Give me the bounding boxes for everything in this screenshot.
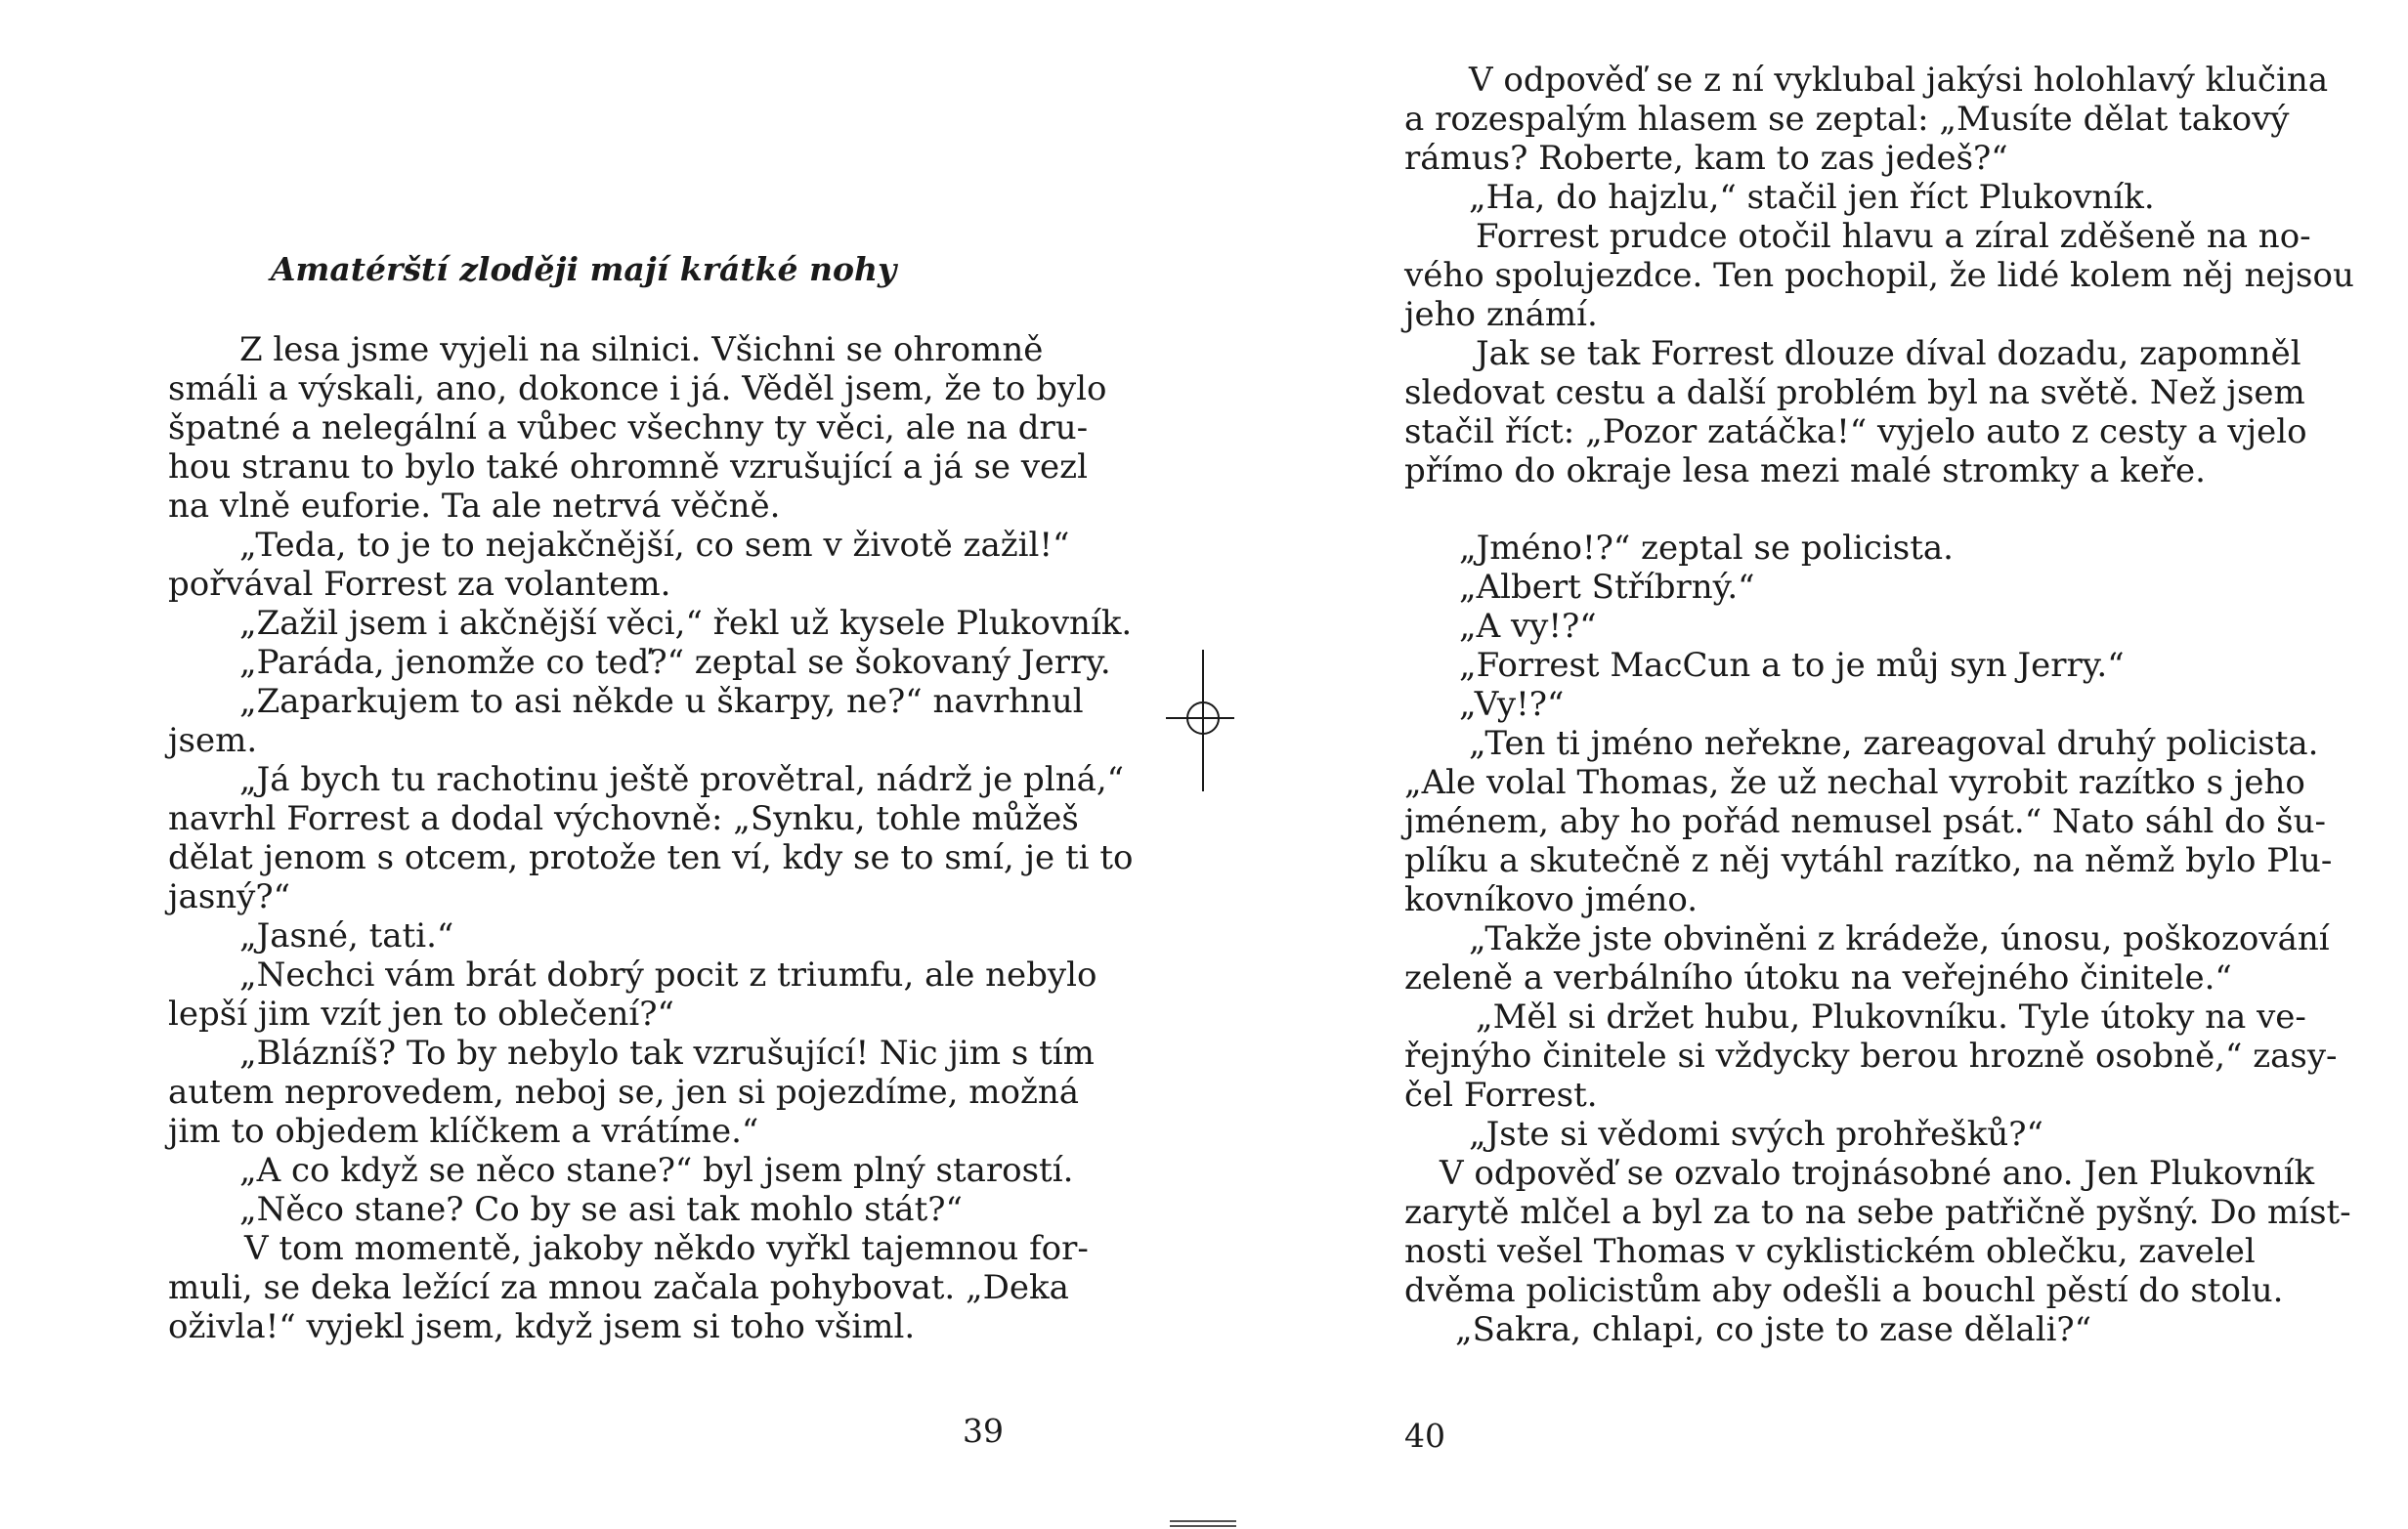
text-line: kovníkovo jméno. <box>1404 880 1698 919</box>
text-line: V odpověď se ozvalo trojnásobné ano. Jen Plukovník <box>1440 1154 2315 1193</box>
text-line: Forrest prudce otočil hlavu a zíral zděšeně na no- <box>1476 217 2311 256</box>
text-line: dělat jenom s otcem, protože ten ví, kdy se to smí, je ti to <box>168 838 1134 877</box>
text-line: „Ale volal Thomas, že už nechal vyrobit razítko s jeho <box>1404 763 2305 802</box>
text-line: jeho známí. <box>1404 295 1598 334</box>
text-line: vého spolujezdce. Ten pochopil, že lidé kolem něj nejsou <box>1404 256 2354 295</box>
text-line: lepší jim vzít jen to oblečení?“ <box>168 995 674 1034</box>
text-line: zarytě mlčel a byl za to na sebe patřičně pyšný. Do míst- <box>1404 1193 2351 1232</box>
page-number: 40 <box>1404 1417 1445 1455</box>
text-line: jménem, aby ho pořád nemusel psát.“ Nato sáhl do šu- <box>1404 802 2327 841</box>
text-line: „Blázníš? To by nebylo tak vzrušující! Nic jim s tím <box>239 1034 1095 1073</box>
text-line: špatné a nelegální a vůbec všechny ty věci, ale na dru- <box>168 408 1089 447</box>
text-line: čel Forrest. <box>1404 1076 1598 1115</box>
page-number: 39 <box>963 1412 1004 1450</box>
chapter-title: Amatérští zloději mají krátké nohy <box>270 250 897 288</box>
text-line: „Jasné, tati.“ <box>239 916 454 956</box>
text-line: „Forrest MacCun a to je můj syn Jerry.“ <box>1459 646 2125 685</box>
text-line: V tom momentě, jakoby někdo vyřkl tajemnou for- <box>244 1229 1089 1268</box>
text-line: dvěma policistům aby odešli a bouchl pěstí do stolu. <box>1404 1271 2284 1310</box>
text-line: „Já bych tu rachotinu ještě provětral, nádrž je plná,“ <box>239 760 1125 799</box>
text-line: pořvával Forrest za volantem. <box>168 565 671 604</box>
text-line: „Teda, to je to nejakčnější, co sem v životě zažil!“ <box>239 526 1070 565</box>
text-line: rámus? Roberte, kam to zas jedeš?“ <box>1404 139 2008 178</box>
text-line: řejnýho činitele si vždycky berou hrozně osobně,“ zasy- <box>1404 1037 2338 1076</box>
fold-mark-icon <box>1170 1520 1236 1529</box>
text-line: Z lesa jsme vyjeli na silnici. Všichni se ohromně <box>239 330 1044 369</box>
text-line: „A vy!?“ <box>1459 607 1597 646</box>
text-line: „Zažil jsem i akčnější věci,“ řekl už kysele Plukovník. <box>239 604 1133 643</box>
text-line: oživla!“ vyjekl jsem, když jsem si toho všiml. <box>168 1307 916 1346</box>
text-line: V odpověď se z ní vyklubal jakýsi holohlavý klučina <box>1469 61 2329 100</box>
text-line: „A co když se něco stane?“ byl jsem plný starostí. <box>239 1151 1074 1190</box>
text-line: nosti vešel Thomas v cyklistickém oblečku, zavelel <box>1404 1232 2256 1271</box>
text-line: na vlně euforie. Ta ale netrvá věčně. <box>168 487 781 526</box>
text-line: „Paráda, jenomže co teď?“ zeptal se šokovaný Jerry. <box>239 643 1111 682</box>
text-line: „Něco stane? Co by se asi tak mohlo stát?“ <box>239 1190 963 1229</box>
text-line: autem neprovedem, neboj se, jen si pojezdíme, možná <box>168 1073 1080 1112</box>
text-line: „Albert Stříbrný.“ <box>1459 568 1755 607</box>
text-line: „Ten ti jméno neřekne, zareagoval druhý policista. <box>1469 724 2319 763</box>
text-line: plíku a skutečně z něj vytáhl razítko, na němž bylo Plu- <box>1404 841 2333 880</box>
text-line: „Vy!?“ <box>1459 685 1565 724</box>
text-line: „Jméno!?“ zeptal se policista. <box>1459 529 1954 568</box>
text-line: smáli a výskali, ano, dokonce i já. Věděl jsem, že to bylo <box>168 369 1107 408</box>
text-line: jsem. <box>168 721 258 760</box>
text-line: „Takže jste obviněni z krádeže, únosu, poškozování <box>1469 919 2330 958</box>
text-line: muli, se deka ležící za mnou začala pohybovat. „Deka <box>168 1268 1069 1307</box>
crop-mark-icon <box>1166 650 1234 791</box>
text-line: „Zaparkujem to asi někde u škarpy, ne?“ navrhnul <box>239 682 1084 721</box>
text-line: „Sakra, chlapi, co jste to zase dělali?“ <box>1455 1310 2092 1349</box>
text-line: jasný?“ <box>168 877 290 916</box>
text-line: „Měl si držet hubu, Plukovníku. Tyle útoky na ve- <box>1476 998 2306 1037</box>
text-line: hou stranu to bylo také ohromně vzrušující a já se vezl <box>168 447 1088 487</box>
text-line: přímo do okraje lesa mezi malé stromky a keře. <box>1404 451 2206 490</box>
text-line: jim to objedem klíčkem a vrátíme.“ <box>168 1112 759 1151</box>
text-line: navrhl Forrest a dodal výchovně: „Synku, tohle můžeš <box>168 799 1079 838</box>
text-line: „Nechci vám brát dobrý pocit z triumfu, ale nebylo <box>239 956 1097 995</box>
text-line: sledovat cestu a další problém byl na světě. Než jsem <box>1404 373 2305 412</box>
text-line: Jak se tak Forrest dlouze díval dozadu, zapomněl <box>1476 334 2301 373</box>
text-line: stačil říct: „Pozor zatáčka!“ vyjelo auto z cesty a vjelo <box>1404 412 2307 451</box>
text-line: zeleně a verbálního útoku na veřejného činitele.“ <box>1404 958 2232 998</box>
text-line: „Jste si vědomi svých prohřešků?“ <box>1469 1115 2043 1154</box>
text-line: „Ha, do hajzlu,“ stačil jen říct Plukovník. <box>1469 178 2155 217</box>
text-line: a rozespalým hlasem se zeptal: „Musíte dělat takový <box>1404 100 2290 139</box>
